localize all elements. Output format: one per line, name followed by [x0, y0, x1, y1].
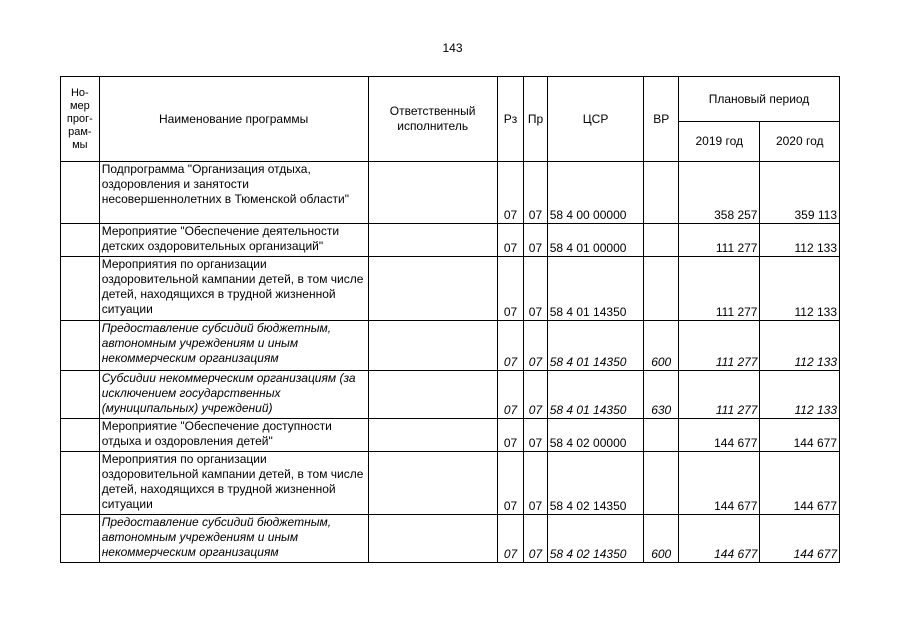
cell-amount-2019: 144 677 — [679, 452, 760, 515]
cell-program-name: Мероприятие "Обеспечение доступности отдыха и оздоровления детей" — [99, 419, 368, 452]
cell-program-number — [61, 371, 100, 419]
header-rz: Рз — [497, 77, 523, 162]
cell-csr: 58 4 01 14350 — [547, 371, 644, 419]
cell-vr: 600 — [644, 515, 679, 563]
cell-program-number — [61, 321, 100, 371]
cell-rz: 07 — [497, 224, 523, 257]
cell-csr: 58 4 00 00000 — [547, 162, 644, 224]
cell-program-name: Предоставление субсидий бюджетным, автономным учреждениям и иным некоммерческим организациям — [99, 321, 368, 371]
header-csr: ЦСР — [547, 77, 644, 162]
cell-rz: 07 — [497, 162, 523, 224]
cell-program-number — [61, 515, 100, 563]
cell-vr: 600 — [644, 321, 679, 371]
cell-rz: 07 — [497, 257, 523, 321]
cell-responsible — [368, 224, 497, 257]
cell-pr: 07 — [524, 371, 547, 419]
table-row — [61, 452, 840, 515]
cell-amount-2020: 112 133 — [760, 224, 840, 257]
budget-table — [60, 76, 840, 563]
cell-responsible — [368, 419, 497, 452]
cell-rz: 07 — [497, 419, 523, 452]
cell-vr — [644, 224, 679, 257]
cell-amount-2020: 112 133 — [760, 257, 840, 321]
cell-rz: 07 — [497, 515, 523, 563]
cell-csr: 58 4 02 14350 — [547, 515, 644, 563]
cell-responsible — [368, 452, 497, 515]
cell-responsible — [368, 257, 497, 321]
cell-csr: 58 4 02 00000 — [547, 419, 644, 452]
cell-rz: 07 — [497, 452, 523, 515]
table-row — [61, 257, 840, 321]
cell-amount-2019: 111 277 — [679, 371, 760, 419]
header-program-number — [61, 77, 100, 162]
cell-program-name: Мероприятие "Обеспечение деятельности детских оздоровительных организаций" — [99, 224, 368, 257]
cell-pr: 07 — [524, 224, 547, 257]
table-body — [61, 162, 840, 563]
table-row — [61, 419, 840, 452]
cell-csr: 58 4 01 14350 — [547, 257, 644, 321]
cell-responsible — [368, 371, 497, 419]
cell-program-name: Мероприятия по организации оздоровительной кампании детей, в том числе детей, находящихся в трудной жизненной ситуации — [99, 452, 368, 515]
cell-pr: 07 — [524, 162, 547, 224]
cell-program-number — [61, 224, 100, 257]
cell-program-name: Субсидии некоммерческим организациям (за исключением государственных (муниципальных) учреждений) — [99, 371, 368, 419]
cell-amount-2019: 111 277 — [679, 224, 760, 257]
cell-pr: 07 — [524, 515, 547, 563]
cell-csr: 58 4 02 14350 — [547, 452, 644, 515]
cell-responsible — [368, 162, 497, 224]
cell-amount-2020: 144 677 — [760, 452, 840, 515]
table-row — [61, 321, 840, 371]
table-row — [61, 224, 840, 257]
header-year-2020: 2020 год — [760, 122, 840, 162]
table-header — [61, 77, 840, 162]
cell-amount-2019: 111 277 — [679, 257, 760, 321]
cell-amount-2019: 144 677 — [679, 515, 760, 563]
cell-responsible — [368, 321, 497, 371]
cell-vr: 630 — [644, 371, 679, 419]
cell-amount-2020: 144 677 — [760, 419, 840, 452]
header-planned-period: Плановый период — [679, 77, 840, 122]
cell-program-number — [61, 162, 100, 224]
cell-vr — [644, 452, 679, 515]
table-row — [61, 162, 840, 224]
cell-amount-2019: 111 277 — [679, 321, 760, 371]
cell-program-name: Мероприятия по организации оздоровительной кампании детей, в том числе детей, находящихся в трудной жизненной ситуации — [99, 257, 368, 321]
cell-pr: 07 — [524, 257, 547, 321]
header-vr: ВР — [644, 77, 679, 162]
header-year-2019: 2019 год — [679, 122, 760, 162]
header-program-name: Наименование программы — [99, 77, 368, 162]
cell-program-number — [61, 419, 100, 452]
cell-amount-2019: 144 677 — [679, 419, 760, 452]
cell-rz: 07 — [497, 371, 523, 419]
cell-amount-2020: 144 677 — [760, 515, 840, 563]
header-responsible: Ответственный исполнитель — [368, 77, 497, 162]
cell-amount-2019: 358 257 — [679, 162, 760, 224]
header-program-number-text: Но- мер прог- рам- мы — [66, 86, 93, 151]
cell-amount-2020: 359 113 — [760, 162, 840, 224]
cell-rz: 07 — [497, 321, 523, 371]
cell-pr: 07 — [524, 321, 547, 371]
cell-program-number — [61, 452, 100, 515]
page-number: 143 — [442, 41, 463, 55]
cell-vr — [644, 419, 679, 452]
cell-program-name: Подпрограмма "Организация отдыха, оздоровления и занятости несовершеннолетних в Тюменской области" — [99, 162, 368, 224]
cell-program-number — [61, 257, 100, 321]
cell-csr: 58 4 01 14350 — [547, 321, 644, 371]
cell-csr: 58 4 01 00000 — [547, 224, 644, 257]
table-row — [61, 371, 840, 419]
cell-pr: 07 — [524, 419, 547, 452]
cell-vr — [644, 162, 679, 224]
table-row — [61, 515, 840, 563]
cell-vr — [644, 257, 679, 321]
cell-amount-2020: 112 133 — [760, 371, 840, 419]
header-pr: Пр — [524, 77, 547, 162]
cell-amount-2020: 112 133 — [760, 321, 840, 371]
cell-responsible — [368, 515, 497, 563]
cell-pr: 07 — [524, 452, 547, 515]
cell-program-name: Предоставление субсидий бюджетным, автономным учреждениям и иным некоммерческим организациям — [99, 515, 368, 563]
